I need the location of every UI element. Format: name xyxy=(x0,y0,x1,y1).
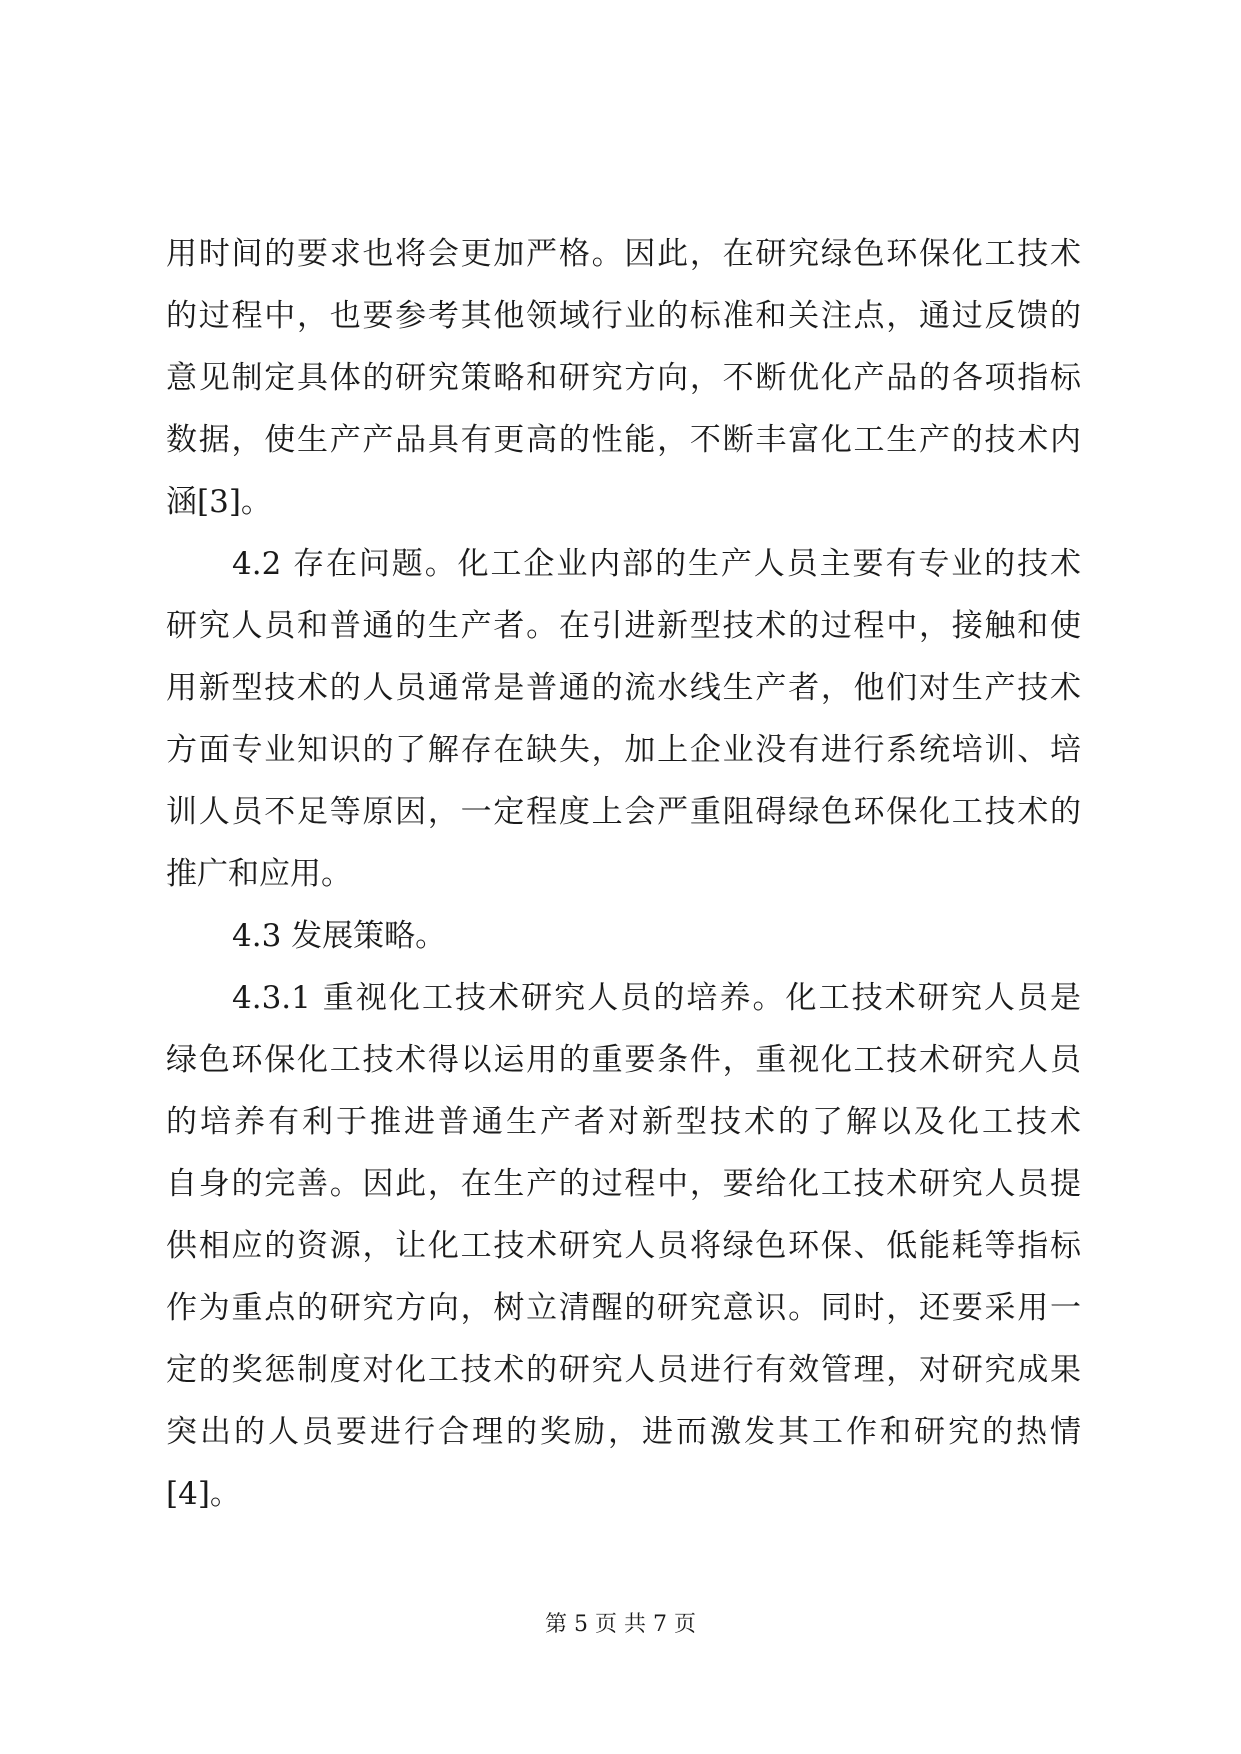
text-line: 研究人员和普通的生产者。在引进新型技术的过程中，接触和使 xyxy=(166,608,1081,644)
text-line: 的过程中，也要参考其他领域行业的标准和关注点，通过反馈的 xyxy=(166,298,1081,334)
page-number: 第 5 页 共 7 页 xyxy=(545,1612,696,1637)
text-line: 意见制定具体的研究策略和研究方向，不断优化产品的各项指标 xyxy=(166,360,1081,396)
text-line: 定的奖惩制度对化工技术的研究人员进行有效管理，对研究成果 xyxy=(166,1352,1081,1388)
text-line: 自身的完善。因此，在生产的过程中，要给化工技术研究人员提 xyxy=(166,1166,1081,1202)
text-line: 数据，使生产产品具有更高的性能，不断丰富化工生产的技术内 xyxy=(166,422,1081,458)
text-line: 作为重点的研究方向，树立清醒的研究意识。同时，还要采用一 xyxy=(166,1290,1081,1326)
text-line: 涵[3]。 xyxy=(166,484,272,520)
text-line: 供相应的资源，让化工技术研究人员将绿色环保、低能耗等指标 xyxy=(166,1228,1081,1264)
paragraph-4-3-1 xyxy=(166,967,1081,1525)
text-line: 用新型技术的人员通常是普通的流水线生产者，他们对生产技术 xyxy=(166,670,1081,706)
body-text xyxy=(166,223,1081,1525)
paragraph-continuation xyxy=(166,223,1081,533)
paragraph-4-2 xyxy=(166,533,1081,905)
heading-4-3 xyxy=(166,905,1081,967)
text-line: [4]。 xyxy=(166,1476,241,1512)
text-line: 推广和应用。 xyxy=(166,856,352,892)
text-line: 4.2 存在问题。化工企业内部的生产人员主要有专业的技术 xyxy=(232,546,1081,582)
text-line: 绿色环保化工技术得以运用的重要条件，重视化工技术研究人员 xyxy=(166,1042,1081,1078)
text-line: 的培养有利于推进普通生产者对新型技术的了解以及化工技术 xyxy=(166,1104,1081,1140)
text-line: 方面专业知识的了解存在缺失，加上企业没有进行系统培训、培 xyxy=(166,732,1081,768)
text-line: 用时间的要求也将会更加严格。因此，在研究绿色环保化工技术 xyxy=(166,236,1081,272)
text-line: 突出的人员要进行合理的奖励，进而激发其工作和研究的热情 xyxy=(166,1414,1081,1450)
text-line: 4.3 发展策略。 xyxy=(232,918,447,954)
text-line: 训人员不足等原因，一定程度上会严重阻碍绿色环保化工技术的 xyxy=(166,794,1081,830)
text-line: 4.3.1 重视化工技术研究人员的培养。化工技术研究人员是 xyxy=(232,980,1081,1016)
